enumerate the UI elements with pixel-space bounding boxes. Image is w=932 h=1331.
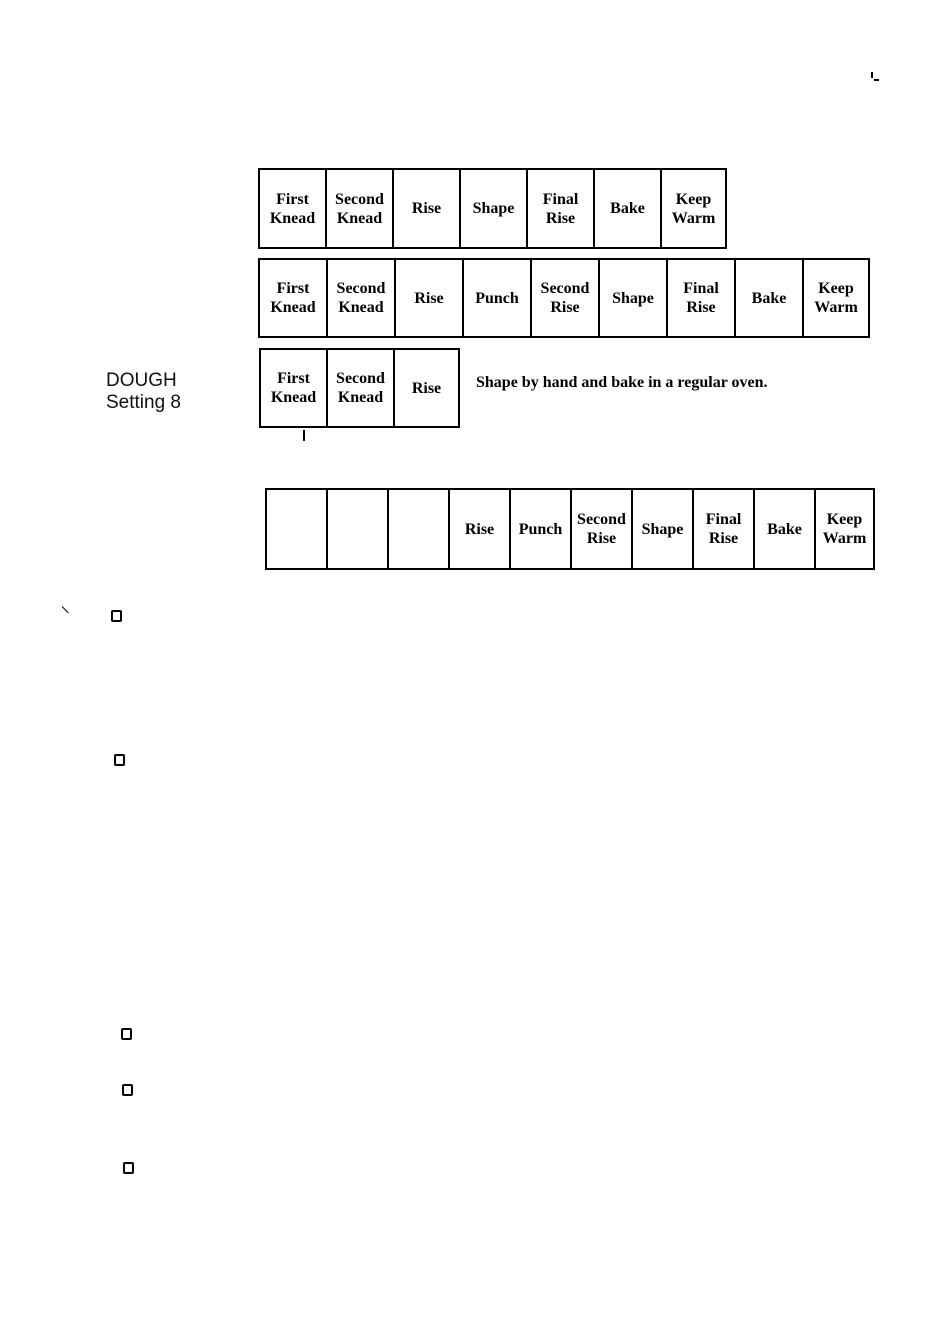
stage-cell: Shape <box>459 170 526 247</box>
cycle-row-3 <box>259 348 460 428</box>
dough-note: Shape by hand and bake in a regular oven. <box>476 374 768 391</box>
cycle-row-4 <box>265 488 875 570</box>
stage-cell: Shape <box>598 260 666 336</box>
stage-cell-empty <box>265 490 326 568</box>
checkbox-2[interactable] <box>114 754 125 766</box>
stage-cell: Final Rise <box>666 260 734 336</box>
scan-mark <box>62 606 69 613</box>
stage-cell: Bake <box>593 170 660 247</box>
stage-cell: Second Rise <box>570 490 631 568</box>
cycle-row-2 <box>258 258 870 338</box>
stage-cell: Second Knead <box>325 170 392 247</box>
stage-cell: First Knead <box>258 170 325 247</box>
stage-cell-empty <box>387 490 448 568</box>
stage-cell: Final Rise <box>526 170 593 247</box>
stage-cell: First Knead <box>258 260 326 336</box>
checkbox-3[interactable] <box>121 1028 132 1040</box>
stage-cell: Second Knead <box>326 260 394 336</box>
stage-cell: Bake <box>734 260 802 336</box>
cycle-row-1 <box>258 168 727 249</box>
stage-cell: Bake <box>753 490 814 568</box>
stage-cell: Final Rise <box>692 490 753 568</box>
scan-mark <box>874 79 879 81</box>
stage-cell: Punch <box>509 490 570 568</box>
setting-subtitle: Setting 8 <box>106 392 181 413</box>
scan-mark <box>871 72 873 78</box>
stage-cell-empty <box>326 490 387 568</box>
stage-cell: Keep Warm <box>814 490 875 568</box>
checkbox-4[interactable] <box>122 1084 133 1096</box>
scan-mark <box>303 430 305 441</box>
checkbox-1[interactable] <box>111 610 122 622</box>
checkbox-5[interactable] <box>123 1162 134 1174</box>
stage-cell: Second Knead <box>326 350 393 426</box>
stage-cell: Rise <box>393 350 460 426</box>
stage-cell: Keep Warm <box>660 170 727 247</box>
stage-cell: First Knead <box>259 350 326 426</box>
stage-cell: Rise <box>394 260 462 336</box>
setting-title: DOUGH <box>106 370 177 391</box>
stage-cell: Keep Warm <box>802 260 870 336</box>
stage-cell: Shape <box>631 490 692 568</box>
stage-cell: Second Rise <box>530 260 598 336</box>
dough-setting-label <box>106 370 181 414</box>
stage-cell: Rise <box>392 170 459 247</box>
stage-cell: Rise <box>448 490 509 568</box>
stage-cell: Punch <box>462 260 530 336</box>
